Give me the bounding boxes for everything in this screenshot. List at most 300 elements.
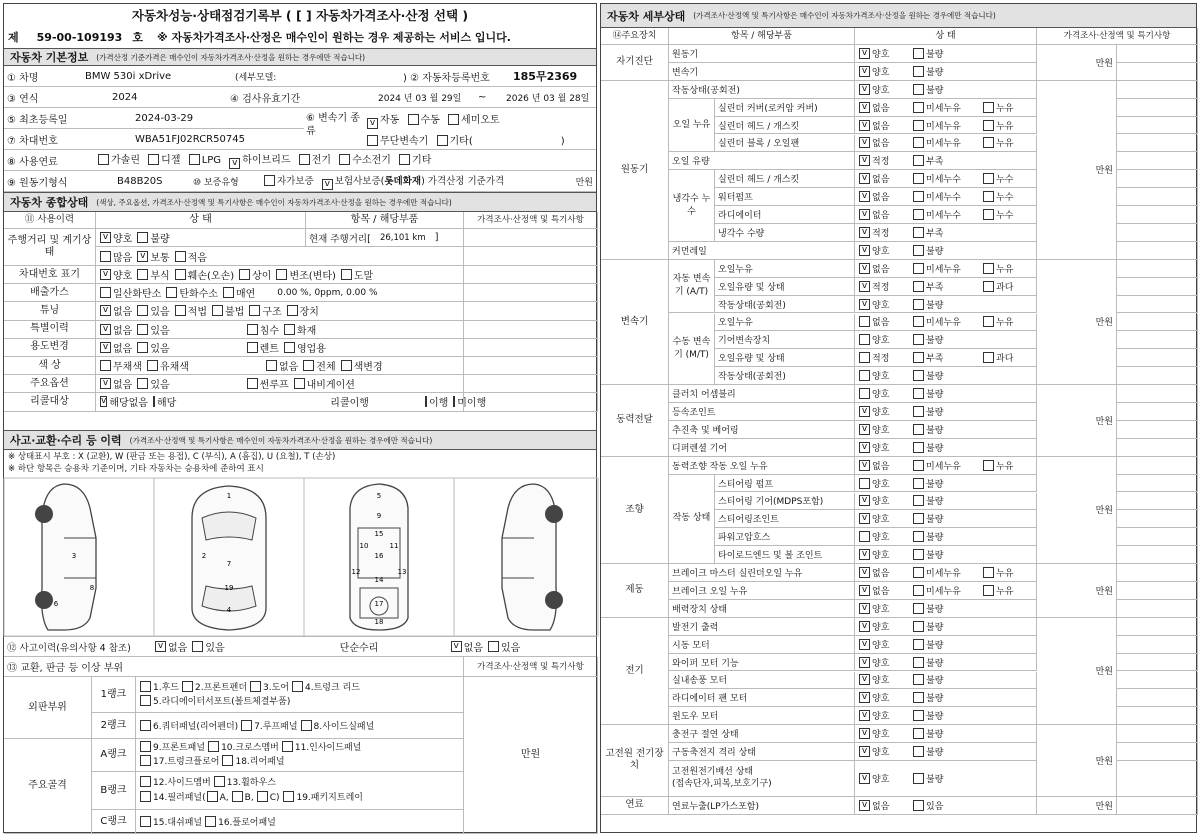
detail-30-slight-checkbox[interactable] [913,585,924,596]
detail-16-good-checkbox[interactable] [859,334,870,345]
emission-opt-2-checkbox[interactable] [223,287,234,298]
detail-36-good-label: 양호 [872,694,890,705]
detail-1-bad-checkbox[interactable] [913,66,924,77]
detail-25-bad-checkbox[interactable] [913,495,924,506]
detail-sub-mt [669,314,715,386]
rank2-items-0-checkbox[interactable] [140,720,151,731]
rb2-4-checkbox[interactable] [283,791,294,802]
rb2-3-checkbox[interactable] [257,791,268,802]
detail-7-leakw-checkbox[interactable] [983,173,994,184]
detail-price-trans-unit: 만원 [1095,318,1113,329]
detail-item-31-text: 배력장치 상태 [672,604,728,615]
recall-done-label: 리콜이행 [330,398,369,410]
detail-36-good-checkbox[interactable]: v [859,692,870,703]
rb2-3-label: C) [269,792,280,803]
detail-item-20-text: 등속조인트 [672,407,716,418]
detail-26-bad-checkbox[interactable] [913,513,924,524]
detail-item-31 [669,600,855,618]
detail-17-proper-checkbox[interactable] [859,352,870,363]
detail-item-34 [669,654,855,672]
tuning-opt-1-checkbox[interactable] [137,305,148,316]
vin-mark-opt-3-checkbox[interactable] [239,269,250,280]
detail-0-bad-checkbox[interactable] [913,48,924,59]
color-opt-1-checkbox[interactable] [147,360,158,371]
part-number-5: 5 [376,492,382,500]
vin-row [4,129,304,150]
vin-mark-opt-5-checkbox[interactable] [341,269,352,280]
detail-note-41 [1117,797,1198,815]
detail-29-leak-checkbox[interactable] [983,567,994,578]
fuel-hydrogen-label: 수소전기 [352,155,391,166]
accident-exist-checkbox[interactable] [192,641,203,652]
detail-10-proper-checkbox[interactable]: v [859,227,870,238]
current-mileage-label: 현재 주행거리[ [309,233,371,245]
r1a-1-checkbox[interactable] [182,681,193,692]
vin-mark-opt-2-checkbox[interactable] [175,269,186,280]
detail-item-1-text: 변속기 [672,67,699,78]
mileage-many-checkbox[interactable] [100,251,111,262]
detail-41-exist-label: 있음 [926,801,944,812]
detail-9-leakw-checkbox[interactable] [983,209,994,220]
fuel-lpg-label: LPG [201,155,222,166]
detail-33-bad-checkbox[interactable] [913,639,924,650]
detail-33-good-label: 양호 [872,640,890,651]
detail-19-bad-checkbox[interactable] [913,388,924,399]
detail-24-bad-label: 불량 [926,479,944,490]
detail-item-15-text: 오일누유 [718,318,753,329]
special-history-opt-1-checkbox[interactable] [137,324,148,335]
rb1-0-checkbox[interactable] [140,776,151,787]
options-opt-2-checkbox[interactable] [247,378,258,389]
detail-1-good-checkbox[interactable]: v [859,66,870,77]
wheel-icon [545,591,563,609]
detail-5-leak-checkbox[interactable] [983,137,994,148]
detail-price-fuel-unit: 만원 [1095,801,1113,812]
detail-35-bad-checkbox[interactable] [913,674,924,685]
vin-mark-opt-0-checkbox[interactable]: v [100,269,111,280]
detail-2-bad-checkbox[interactable] [913,84,924,95]
detail-2-good-checkbox[interactable]: v [859,84,870,95]
detail-16-bad-checkbox[interactable] [913,334,924,345]
r1a-3-checkbox[interactable] [292,681,303,692]
recall-done-opt-0-checkbox[interactable] [425,396,427,407]
part-number-2: 2 [201,552,207,560]
detail-9-leakw-label: 누수 [996,211,1014,222]
valid-to: 2026 년 03 월 28일 [506,93,590,104]
detail-sub-st-text: 작동 상태 [672,513,711,524]
detail-col-state-text: 상 태 [935,31,956,41]
detail-item-16-text: 기어변속장치 [718,336,771,347]
detail-note-37 [1117,707,1198,725]
detail-28-bad-checkbox[interactable] [913,549,924,560]
detail-25-good-checkbox[interactable]: v [859,495,870,506]
detail-7-none-checkbox[interactable]: v [859,173,870,184]
detail-group-self [601,45,669,81]
gauge-good-label: 양호 [113,234,133,245]
detail-27-bad-checkbox[interactable] [913,531,924,542]
emission-opt-0-checkbox[interactable] [100,287,111,298]
emission-opt-1-checkbox[interactable] [166,287,177,298]
fuel-hybrid-checkbox[interactable]: v [229,158,240,169]
detail-4-slight-checkbox[interactable] [913,120,924,131]
detail-price-hv-unit: 만원 [1095,756,1113,767]
detail-15-slight-checkbox[interactable] [913,316,924,327]
detail-5-slight-checkbox[interactable] [913,137,924,148]
recall-opt-1-checkbox[interactable] [153,396,155,407]
gauge-good-checkbox[interactable]: v [100,232,111,243]
rankC-items-0-checkbox[interactable] [140,816,151,827]
detail-state-6 [855,152,1037,170]
options-opt-3-label: 내비게이션 [306,380,355,392]
basic-info-title: 자동차 기본정보 [10,51,89,64]
tuning-label [4,302,96,320]
year-label: ③ 연식 [7,93,39,105]
color-opt-0-checkbox[interactable] [100,360,111,371]
trans-other-checkbox[interactable] [437,135,448,146]
trans-cvt-checkbox[interactable] [367,135,378,146]
detail-12-leak-checkbox[interactable] [983,263,994,274]
part-number-8: 8 [89,584,95,592]
detail-40-good-checkbox[interactable]: v [859,773,870,784]
special-history-opt-0-checkbox[interactable]: v [100,324,111,335]
detail-price-hv [1037,725,1117,797]
detail-group-elec-text: 전기 [625,664,644,676]
options-opt-1-checkbox[interactable] [137,378,148,389]
trans-semi-checkbox[interactable] [448,114,459,125]
detail-8-slight_w-checkbox[interactable] [913,191,924,202]
recall-done-opt-1-checkbox[interactable] [453,396,455,407]
detail-14-good-label: 양호 [872,300,890,311]
detail-0-good-label: 양호 [872,49,890,60]
tuning-opt-3-label: 불법 [224,307,245,319]
detail-sub-cool [669,170,715,242]
detail-29-none-checkbox[interactable]: v [859,567,870,578]
detail-header [601,4,1196,28]
detail-37-good-checkbox[interactable]: v [859,710,870,721]
rankC-items-1-checkbox[interactable] [205,816,216,827]
options-opt-3-checkbox[interactable] [294,378,305,389]
detail-37-bad-checkbox[interactable] [913,710,924,721]
color-label [4,357,96,375]
detail-14-good-checkbox[interactable]: v [859,299,870,310]
detail-23-leak-checkbox[interactable] [983,460,994,471]
rb1-0-label: 12.사이드멤버 [153,777,211,788]
detail-3-none-checkbox[interactable]: v [859,102,870,113]
detail-23-slight-checkbox[interactable] [913,460,924,471]
form-number-row [4,26,596,48]
rank2-text: 2랭크 [100,719,127,731]
detail-item-28 [715,546,855,564]
detail-col-item-text: 항목 / 해당부품 [731,31,792,41]
tuning-opt-3-checkbox[interactable] [212,305,223,316]
fuel-gasoline-checkbox[interactable] [98,154,109,165]
recall-opt-0-checkbox[interactable]: v [101,396,107,407]
repair-exist-checkbox[interactable] [488,641,499,652]
accident-note: (가격조사·산정액 및 특기사항은 매수인이 자동차가격조사·산정을 원하는 경우에만 적습니다) [129,435,433,445]
detail-col-main-text: ⑭주요장치 [612,31,657,41]
ra1-0-checkbox[interactable] [140,741,151,752]
detail-item-4 [715,117,855,135]
fuel-diesel-label: 디젤 [161,155,181,166]
detail-24-good-checkbox[interactable] [859,478,870,489]
vin-mark-opt-4-checkbox[interactable] [276,269,287,280]
fuel-electric-checkbox[interactable] [299,154,310,165]
recall-label [4,393,96,411]
tuning-opt-5-checkbox[interactable] [287,305,298,316]
detail-17-excess-checkbox[interactable] [983,352,994,363]
tuning-opt-4-label: 구조 [262,307,282,319]
price-standard-label: 가격산정 기준가격 [427,175,505,187]
ra2-0-checkbox[interactable] [140,755,151,766]
detail-4-none-checkbox[interactable]: v [859,120,870,131]
fuel-lpg-checkbox[interactable] [189,154,200,165]
mileage-level [96,247,464,266]
detail-8-none-checkbox[interactable]: v [859,191,870,202]
detail-6-short-checkbox[interactable] [913,155,924,166]
detail-item-10-text: 냉각수 수량 [718,228,765,239]
detail-note-36 [1117,689,1198,707]
r1a-2-checkbox[interactable] [250,681,261,692]
detail-31-good-label: 양호 [872,604,890,615]
exch-title-text: ⑬ 교환, 판금 등 이상 부위 [7,663,124,674]
fuel-hydrogen-checkbox[interactable] [339,154,350,165]
detail-note-30 [1117,582,1198,600]
detail-34-bad-checkbox[interactable] [913,657,924,668]
detail-note-32 [1117,618,1198,636]
detail-36-bad-label: 불량 [926,694,944,705]
detail-21-good-label: 양호 [872,425,890,436]
summary-header [4,192,596,212]
detail-5-none-checkbox[interactable]: v [859,137,870,148]
rankB-text: B랭크 [100,784,127,796]
detail-price-self-unit: 만원 [1095,58,1113,69]
rank2-items-1-checkbox[interactable] [241,720,252,731]
special-history-opt-2-checkbox[interactable] [247,324,258,335]
detail-item-14 [715,296,855,314]
rb2-0-checkbox[interactable] [140,791,151,802]
fuel-diesel-checkbox[interactable] [148,154,159,165]
detail-27-good-checkbox[interactable] [859,531,870,542]
color-opt-1-label: 유채색 [159,362,189,374]
detail-21-good-checkbox[interactable]: v [859,424,870,435]
detail-41-exist-checkbox[interactable] [913,800,924,811]
detail-0-good-checkbox[interactable]: v [859,48,870,59]
ra1-1-checkbox[interactable] [208,741,219,752]
options-opt-1-label: 있음 [150,380,170,392]
detail-note-5 [1117,135,1198,153]
detail-9-none-checkbox[interactable]: v [859,209,870,220]
gauge-bad-checkbox[interactable] [137,232,148,243]
detail-40-bad-checkbox[interactable] [913,773,924,784]
detail-23-leak-label: 누유 [996,461,1014,472]
detail-item-36 [669,689,855,707]
detail-item-0 [669,45,855,63]
emission-state [96,284,464,302]
detail-32-good-checkbox[interactable]: v [859,621,870,632]
detail-29-slight-checkbox[interactable] [913,567,924,578]
detail-6-proper-checkbox[interactable]: v [859,155,870,166]
detail-39-bad-checkbox[interactable] [913,746,924,757]
rb2-2-checkbox[interactable] [232,791,243,802]
detail-26-good-checkbox[interactable]: v [859,513,870,524]
detail-12-none-checkbox[interactable]: v [859,263,870,274]
insurance-warranty-checkbox[interactable]: v [322,179,333,190]
mileage-normal-checkbox[interactable]: v [137,251,148,262]
usage-change-opt-0-checkbox[interactable]: v [100,342,111,353]
detail-note-14 [1117,296,1198,314]
r1a-0-checkbox[interactable] [140,681,151,692]
usage-change-opt-3-checkbox[interactable] [284,342,295,353]
wheel-icon [35,591,53,609]
rank2-items-2-checkbox[interactable] [301,720,312,731]
detail-group-fuel [601,797,669,815]
detail-11-good-checkbox[interactable]: v [859,245,870,256]
detail-price-engine-unit: 만원 [1095,166,1113,177]
detail-item-2-text: 작동상태(공회전) [672,85,740,96]
detail-20-good-checkbox[interactable]: v [859,406,870,417]
accident-exist-label: 있음 [205,643,225,654]
detail-note-9 [1117,206,1198,224]
detail-4-leak-checkbox[interactable] [983,120,994,131]
vin-mark-label [4,266,96,284]
detail-13-proper-checkbox[interactable]: v [859,281,870,292]
ra1-2-checkbox[interactable] [282,741,293,752]
mileage-few-checkbox[interactable] [175,251,186,262]
detail-7-slight_w-checkbox[interactable] [913,173,924,184]
repair-none-checkbox[interactable]: v [451,641,462,652]
reg-no-value: 185무2369 [513,70,578,83]
part-number-15: 15 [374,530,384,538]
detail-28-good-checkbox[interactable]: v [859,549,870,560]
detail-col-item [669,28,855,45]
detail-22-good-checkbox[interactable]: v [859,442,870,453]
detail-30-leak-checkbox[interactable] [983,585,994,596]
detail-3-slight-checkbox[interactable] [913,102,924,113]
ra2-1-checkbox[interactable] [222,755,233,766]
trans-manual-checkbox[interactable] [408,114,419,125]
detail-note-28 [1117,546,1198,564]
detail-10-short-checkbox[interactable] [913,227,924,238]
detail-18-good-checkbox[interactable] [859,370,870,381]
usage-change-opt-2-checkbox[interactable] [247,342,258,353]
detail-20-bad-checkbox[interactable] [913,406,924,417]
fuel-gasoline-label: 가솔린 [111,155,140,166]
detail-group-engine-text: 원동기 [620,163,649,175]
detail-item-12-text: 오일누유 [718,264,753,275]
trans-auto-checkbox[interactable]: v [367,118,378,129]
emission-label [4,284,96,302]
usage-change-opt-1-checkbox[interactable] [137,342,148,353]
detail-17-short-label: 부족 [926,354,944,365]
detail-31-good-checkbox[interactable]: v [859,603,870,614]
detail-12-slight-checkbox[interactable] [913,263,924,274]
detail-item-33 [669,636,855,654]
detail-item-29 [669,564,855,582]
color-opt-2-checkbox[interactable] [266,360,277,371]
color-opt-3-checkbox[interactable] [303,360,314,371]
vin-mark-opt-1-checkbox[interactable] [137,269,148,280]
detail-24-bad-checkbox[interactable] [913,478,924,489]
rb2-1-checkbox[interactable] [207,791,218,802]
detail-16-good-label: 양호 [872,336,890,347]
tuning-opt-4-checkbox[interactable] [249,305,260,316]
engine-type-label: ⑨ 원동기형식 [7,177,68,189]
detail-32-bad-checkbox[interactable] [913,621,924,632]
detail-state-22 [855,439,1037,457]
detail-38-bad-checkbox[interactable] [913,728,924,739]
detail-item-37-text: 윈도우 모터 [672,712,719,723]
detail-38-good-checkbox[interactable]: v [859,728,870,739]
exch-price-unit: 만원 [520,749,541,760]
detail-15-none-checkbox[interactable] [859,316,870,327]
r1b-checkbox[interactable] [140,695,151,706]
frame-text: 주요골격 [28,780,67,791]
options-opt-2-label: 썬루프 [259,380,289,392]
detail-15-slight-label: 미세누유 [926,318,961,329]
detail-21-bad-checkbox[interactable] [913,424,924,435]
detail-22-bad-checkbox[interactable] [913,442,924,453]
color-opt-4-checkbox[interactable] [341,360,352,371]
rb1-1-checkbox[interactable] [214,776,225,787]
detail-14-bad-checkbox[interactable] [913,299,924,310]
detail-21-bad-label: 불량 [926,425,944,436]
simple-repair-label: 단순수리 [339,643,379,654]
detail-item-30 [669,582,855,600]
tuning-opt-2-checkbox[interactable] [175,305,186,316]
detail-11-bad-checkbox[interactable] [913,245,924,256]
detail-3-leak-checkbox[interactable] [983,102,994,113]
detail-19-bad-label: 불량 [926,390,944,401]
detail-15-leak-checkbox[interactable] [983,316,994,327]
accident-none-checkbox[interactable]: v [155,641,166,652]
first-reg-row [4,108,304,129]
detail-19-good-checkbox[interactable] [859,388,870,399]
detail-price-self [1037,45,1117,81]
detail-group-trans-text: 변속기 [620,315,649,327]
detail-35-good-checkbox[interactable]: v [859,674,870,685]
detail-18-bad-checkbox[interactable] [913,370,924,381]
detail-39-good-checkbox[interactable]: v [859,746,870,757]
detail-item-38 [669,725,855,743]
detail-33-good-checkbox[interactable]: v [859,639,870,650]
special-history-opt-3-checkbox[interactable] [284,324,295,335]
detail-9-slight_w-checkbox[interactable] [913,209,924,220]
detail-state-23 [855,457,1037,475]
ra1-1-label: 10.크로스멤버 [221,743,279,753]
detail-25-good-label: 양호 [872,497,890,508]
detail-31-bad-checkbox[interactable] [913,603,924,614]
tuning-opt-0-checkbox[interactable]: v [100,305,111,316]
detail-36-bad-checkbox[interactable] [913,692,924,703]
detail-state-38 [855,725,1037,743]
options-opt-0-checkbox[interactable]: v [100,378,111,389]
detail-8-leakw-checkbox[interactable] [983,191,994,202]
detail-23-none-checkbox[interactable]: v [859,460,870,471]
fuel-other-checkbox[interactable] [399,154,410,165]
detail-13-short-checkbox[interactable] [913,281,924,292]
inspection-valid-label: ④ 검사유효기간 [230,93,301,105]
detail-price-brake [1037,564,1117,618]
detail-17-short-checkbox[interactable] [913,352,924,363]
emission-values: 0.00 %, 0ppm, 0.00 % [277,287,378,298]
detail-34-good-checkbox[interactable]: v [859,657,870,668]
detail-13-excess-checkbox[interactable] [983,281,994,292]
self-warranty-checkbox[interactable] [264,175,275,186]
detail-price-steer-unit: 만원 [1095,506,1113,517]
tuning-opt-0-label: 없음 [113,307,133,319]
detail-41-none-checkbox[interactable]: v [859,800,870,811]
detail-30-none-checkbox[interactable]: v [859,585,870,596]
